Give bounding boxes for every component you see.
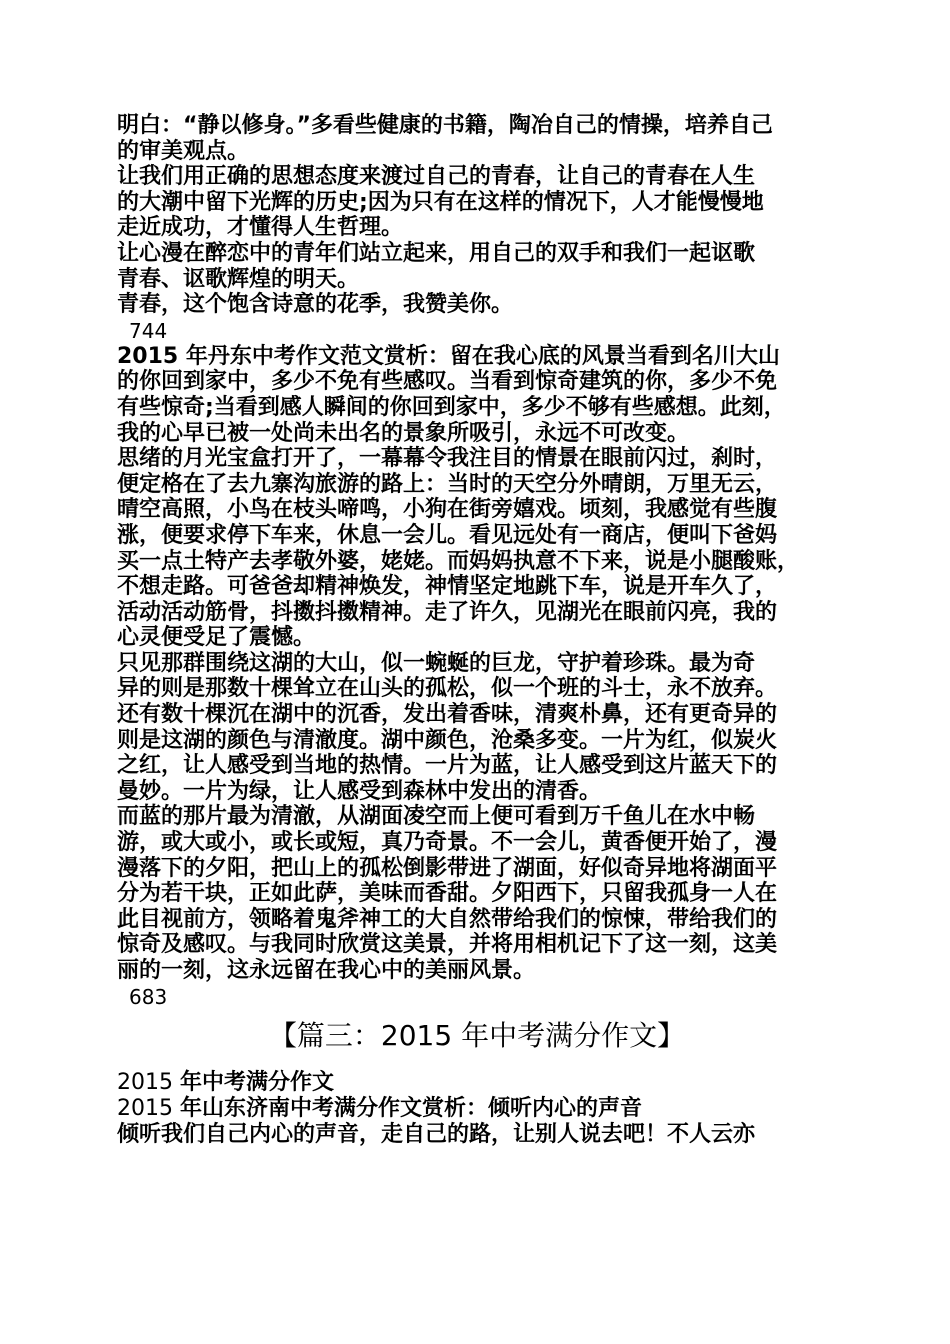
text-line: 活动活动筋骨，抖擞抖擞精神。走了许久，见湖光在眼前闪亮，我的 [117, 599, 778, 625]
text-line: 游，或大或小，或长或短，真乃奇景。不一会儿，黄香便开始了，漫 [117, 830, 778, 856]
page-number-683: 683 [129, 984, 168, 1009]
text-line: 我的心早已被一处尚未出名的景象所吸引，永远不可改变。 [117, 420, 690, 446]
text-line: 而蓝的那片最为清澈，从湖面凌空而上便可看到万千鱼儿在水中畅 [117, 804, 756, 830]
text-line: 有些惊奇;当看到感人瞬间的你回到家中，多少不够有些感想。此刻， [117, 394, 786, 420]
text-line: 心灵便受足了震憾。 [117, 625, 316, 651]
section-line-text: 年中考满分作文 [179, 1069, 334, 1095]
text-line: 走近成功，才懂得人生哲理。 [117, 215, 404, 241]
text-line: 涨，便要求停下车来，休息一会儿。看见远处有一商店，便叫下爸妈 [117, 522, 778, 548]
text-line: 丽的一刻，这永远留在我心中的美丽风景。 [117, 958, 536, 983]
text-line: 不想走路。可爸爸却精神焕发，神情坚定地跳下车，说是开车久了， [117, 574, 778, 600]
text-line: 此目视前方，领略着鬼斧神工的大自然带给我们的惊悚，带给我们的 [117, 906, 778, 932]
text-line: 异的则是那数十棵耸立在山头的孤松，似一个班的斗士，永不放弃。 [117, 676, 778, 702]
section-heading: 【篇三：2015 年中考满分作文】 [268, 1018, 686, 1052]
text-line: 曼妙。一片为绿，让人感受到森林中发出的清香。 [117, 778, 602, 804]
section-line-text: 年山东济南中考满分作文赏析：倾听内心的声音 [179, 1095, 642, 1121]
text-line: 的你回到家中，多少不免有些感叹。当看到惊奇建筑的你，多少不免 [117, 369, 778, 395]
text-line: 思绪的月光宝盒打开了，一幕幕令我注目的情景在眼前闪过，刹时， [117, 446, 778, 472]
text-line: 漫落下的夕阳，把山上的孤松倒影带进了湖面，好似奇异地将湖面平 [117, 855, 778, 881]
page-number-744: 744 [129, 318, 168, 343]
text-line: 之红，让人感受到当地的热情。一片为蓝，让人感受到这片蓝天下的 [117, 753, 778, 779]
text-line: 2015 年丹东中考作文范文赏析：留在我心底的风景当看到名川大山 [117, 343, 780, 369]
section-line [117, 1096, 845, 1122]
section-line [117, 1122, 845, 1148]
text-line: 明白：“静以修身。”多看些健康的书籍，陶冶自己的情操，培养自己 [117, 113, 773, 138]
section-line [117, 1070, 845, 1096]
section-line-prefix: 2015 [117, 1095, 180, 1121]
text-line: 青春、讴歌辉煌的明天。 [117, 266, 360, 292]
document-body [117, 113, 845, 1148]
text-line: 则是这湖的颜色与清澈度。湖中颜色，沧桑多变。一片为红，似炭火 [117, 727, 778, 753]
text-line: 惊奇及感叹。与我同时欣赏这美景，并将用相机记下了这一刻，这美 [117, 932, 778, 958]
text-line: 让心漫在醉恋中的青年们站立起来，用自己的双手和我们一起讴歌 [117, 240, 756, 266]
section-line-prefix: 2015 [117, 1069, 180, 1095]
text-line: 青春，这个饱含诗意的花季，我赞美你。 [117, 292, 514, 318]
text-line: 晴空高照，小鸟在枝头啼鸣，小狗在街旁嬉戏。顷刻，我感觉有些腹 [117, 497, 778, 523]
text-line: 分为若干块，正如此萨，美味而香甜。夕阳西下，只留我孤身一人在 [117, 881, 778, 907]
text-line: 只见那群围绕这湖的大山，似一蜿蜒的巨龙，守护着珍珠。最为奇 [117, 650, 756, 676]
essay-dandong [117, 344, 845, 984]
text-line: 的审美观点。 [117, 138, 250, 164]
section-line-text: 倾听我们自己内心的声音，走自己的路，让别人说去吧！不人云亦 [117, 1121, 756, 1147]
text-line: 还有数十棵沉在湖中的沉香，发出着香味，清爽朴鼻，还有更奇异的 [117, 702, 778, 728]
section-lines [117, 1070, 845, 1148]
text-line: 让我们用正确的思想态度来渡过自己的青春，让自己的青春在人生 [117, 164, 756, 190]
text-line: 买一点土特产去孝敬外婆，姥姥。而妈妈执意不下来，说是小腿酸账， [117, 548, 800, 574]
text-line: 的大潮中留下光辉的历史;因为只有在这样的情况下，人才能慢慢地 [117, 189, 764, 215]
intro-paragraphs [117, 113, 845, 318]
text-line: 便定格在了去九寨沟旅游的路上：当时的天空分外晴朗，万里无云， [117, 471, 778, 497]
